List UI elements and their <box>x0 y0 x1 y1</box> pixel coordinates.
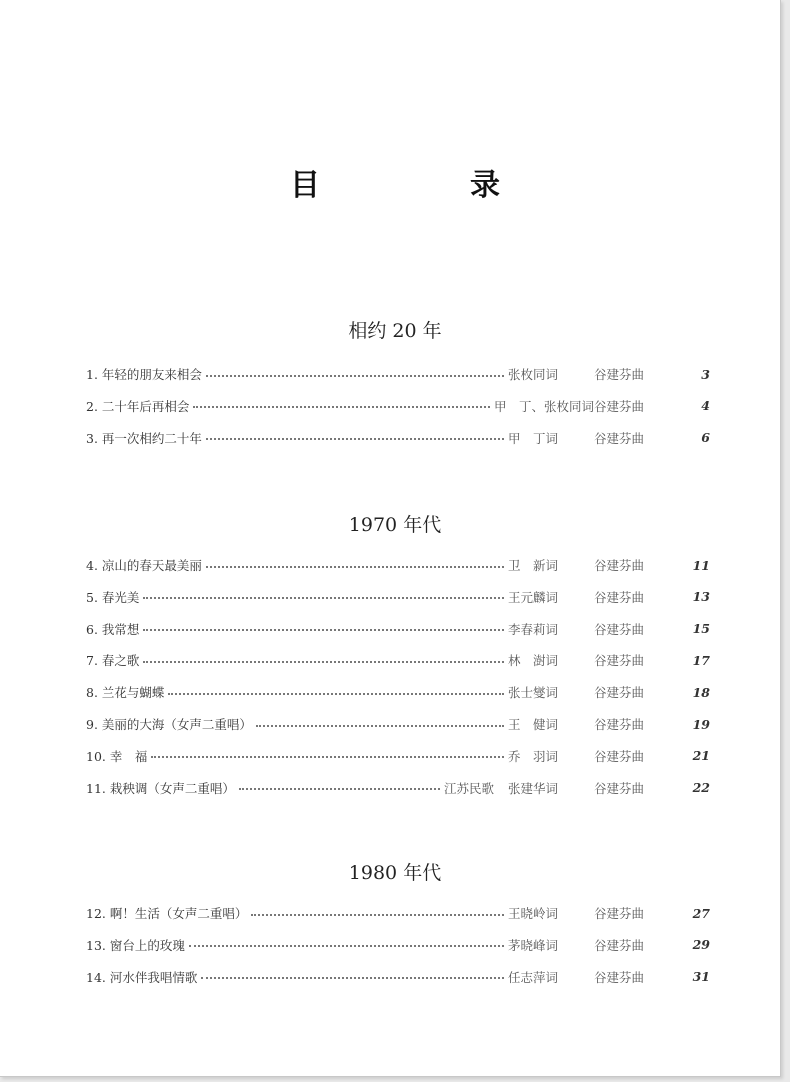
entry-title: 11. 栽秧调（女声二重唱） <box>86 780 235 796</box>
entry-lyricist: 张士燮词 <box>508 685 559 701</box>
entry-lyricist: 甲 丁、张枚同词 <box>493 398 594 414</box>
entry-page-number: 3 <box>701 366 710 382</box>
entry-lyricist: 乔 羽词 <box>508 748 559 764</box>
entry-composer: 谷建芬曲 <box>594 748 645 764</box>
toc-entry[interactable] <box>86 714 710 734</box>
entry-title: 3. 再一次相约二十年 <box>86 430 202 446</box>
entry-page-number: 18 <box>692 684 710 700</box>
entry-lyricist: 林 澍词 <box>508 653 559 669</box>
leader-dots <box>206 565 504 568</box>
toc-entry[interactable] <box>86 746 710 766</box>
entry-composer: 谷建芬曲 <box>594 717 645 732</box>
toc-entry[interactable] <box>86 364 710 384</box>
entry-page-number: 22 <box>692 780 710 796</box>
toc-entry[interactable] <box>86 778 710 798</box>
entry-composer: 谷建芬曲 <box>594 621 645 637</box>
entry-page-number: 31 <box>692 969 710 985</box>
entry-title: 13. 窗台上的玫瑰 <box>86 937 185 953</box>
leader-dots <box>256 724 504 727</box>
entry-lyricist: 甲 丁词 <box>508 430 559 446</box>
entry-composer: 谷建芬曲 <box>594 780 645 796</box>
leader-dots <box>193 405 490 408</box>
toc-entry[interactable] <box>86 650 710 670</box>
page-title: 目 录 <box>290 168 560 203</box>
entry-page-number: 4 <box>701 398 710 414</box>
toc-entry[interactable] <box>86 587 710 607</box>
entry-page-number: 19 <box>692 716 710 732</box>
entry-source: 江苏民歌 <box>443 780 494 796</box>
leader-dots <box>143 596 504 599</box>
leader-dots <box>206 437 504 440</box>
leader-dots <box>251 913 504 916</box>
toc-entry[interactable] <box>86 428 710 448</box>
toc-entry[interactable] <box>86 396 710 416</box>
entry-page-number: 13 <box>692 589 710 605</box>
entry-title: 5. 春光美 <box>86 589 140 605</box>
entry-composer: 谷建芬曲 <box>594 430 645 446</box>
entry-page-number: 21 <box>692 748 710 764</box>
leader-dots <box>206 374 504 377</box>
entry-lyricist: 王 健词 <box>508 717 559 732</box>
entry-title: 4. 凉山的春天最美丽 <box>86 558 202 573</box>
entry-title: 2. 二十年后再相会 <box>86 398 190 414</box>
entry-title: 9. 美丽的大海（女声二重唱） <box>86 717 252 732</box>
entry-page-number: 29 <box>692 937 710 953</box>
entry-composer: 谷建芬曲 <box>594 398 645 414</box>
entry-lyricist: 任志萍词 <box>508 969 559 985</box>
entry-lyricist: 张枚同词 <box>508 367 559 382</box>
entry-lyricist: 卫 新词 <box>508 558 559 573</box>
entry-lyricist: 王元麟词 <box>508 589 559 605</box>
toc-entry[interactable] <box>86 903 710 923</box>
entry-composer: 谷建芬曲 <box>594 969 645 985</box>
entry-title: 6. 我常想 <box>86 621 140 637</box>
entry-lyricist: 茅晓峰词 <box>508 937 559 953</box>
entry-title: 1. 年轻的朋友来相会 <box>86 367 202 382</box>
entry-title: 14. 河水伴我唱情歌 <box>86 969 198 985</box>
section-heading: 1970 年代 <box>348 514 442 536</box>
entry-title: 8. 兰花与蝴蝶 <box>86 685 165 701</box>
entry-title: 7. 春之歌 <box>86 653 140 669</box>
toc-entry[interactable] <box>86 967 710 987</box>
entry-composer: 谷建芬曲 <box>594 906 645 921</box>
entry-lyricist: 张建华词 <box>508 780 559 796</box>
leader-dots <box>168 692 504 695</box>
leader-dots <box>143 660 504 663</box>
entry-composer: 谷建芬曲 <box>594 558 645 573</box>
entry-page-number: 15 <box>692 621 710 637</box>
leader-dots <box>143 628 504 631</box>
entry-page-number: 17 <box>692 652 710 668</box>
toc-entry[interactable] <box>86 682 710 702</box>
entry-page-number: 27 <box>692 905 710 921</box>
entry-title: 10. 幸 福 <box>86 748 148 764</box>
entry-page-number: 6 <box>701 430 710 446</box>
leader-dots <box>189 944 504 947</box>
entry-lyricist: 李春莉词 <box>508 621 559 637</box>
toc-entry[interactable] <box>86 619 710 639</box>
section-heading: 1980 年代 <box>348 862 442 884</box>
entry-page-number: 11 <box>692 557 710 573</box>
entry-composer: 谷建芬曲 <box>594 589 645 605</box>
entry-composer: 谷建芬曲 <box>594 367 645 382</box>
section-heading: 相约 20 年 <box>348 320 442 342</box>
toc-entry[interactable] <box>86 935 710 955</box>
leader-dots <box>239 787 440 790</box>
leader-dots <box>201 976 504 979</box>
leader-dots <box>151 755 504 758</box>
entry-title: 12. 啊！生活（女声二重唱） <box>86 906 248 921</box>
entry-composer: 谷建芬曲 <box>594 653 645 669</box>
entry-composer: 谷建芬曲 <box>594 685 645 701</box>
toc-entry[interactable] <box>86 555 710 575</box>
entry-composer: 谷建芬曲 <box>594 937 645 953</box>
entry-lyricist: 王晓岭词 <box>508 906 559 921</box>
